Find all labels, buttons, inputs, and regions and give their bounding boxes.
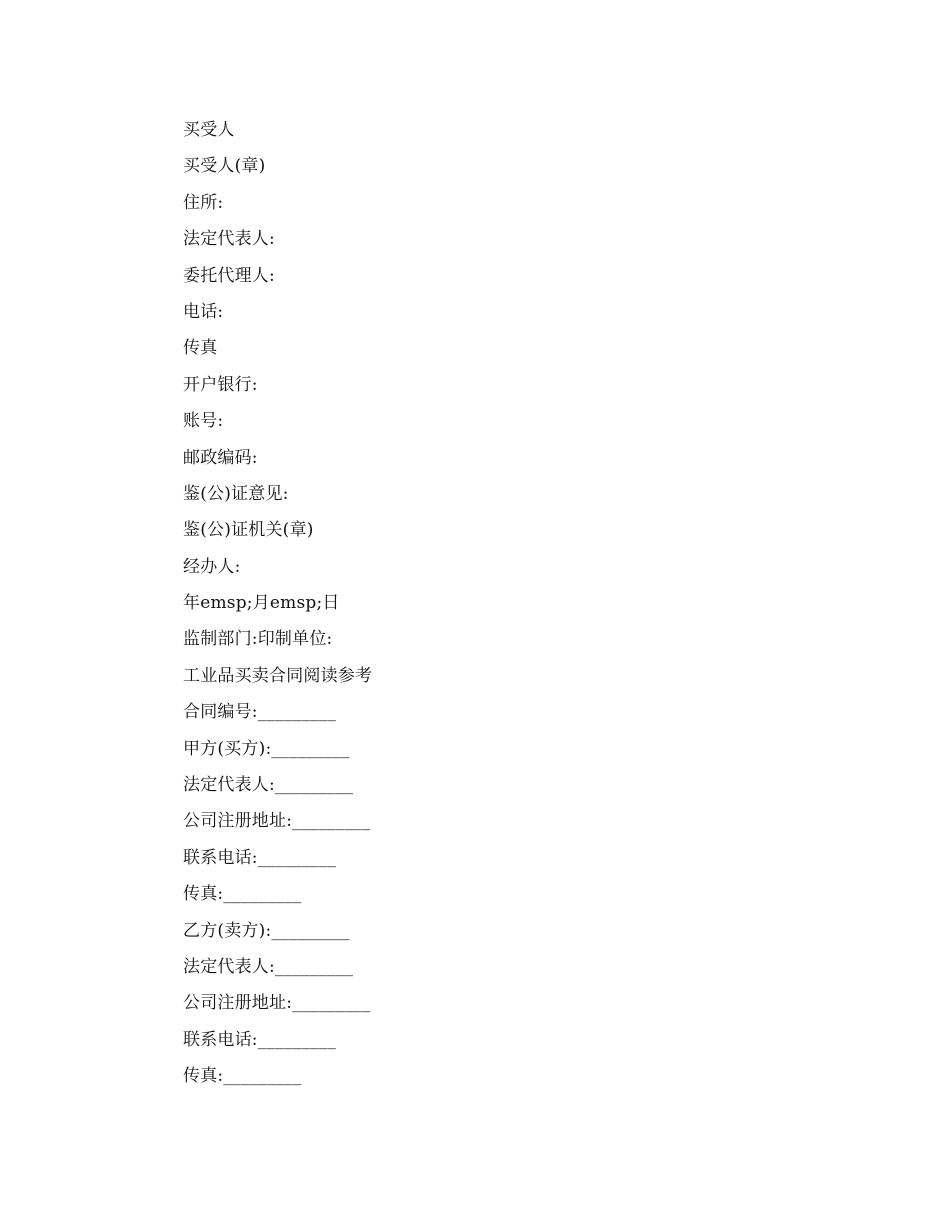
notary-office-seal-line: 鉴(公)证机关(章) — [183, 520, 314, 541]
legal-representative-line: 法定代表人: — [183, 229, 275, 250]
party-b-legal-rep-field: 法定代表人:_________ — [183, 956, 354, 977]
party-a-fax-field: 传真:_________ — [183, 884, 302, 905]
buyer-heading: 买受人 — [183, 120, 235, 140]
party-b-fax-field: 传真:_________ — [183, 1066, 302, 1087]
authorized-agent-line: 委托代理人: — [183, 265, 275, 286]
party-a-phone-field: 联系电话:_________ — [183, 847, 337, 868]
postal-code-line: 邮政编码: — [183, 447, 258, 468]
document-title: 工业品买卖合同阅读参考 — [183, 665, 373, 686]
party-b-phone-field: 联系电话:_________ — [183, 1029, 337, 1050]
party-a-legal-rep-field: 法定代表人:_________ — [183, 775, 354, 796]
party-b-address-field: 公司注册地址:_________ — [183, 993, 371, 1014]
phone-line: 电话: — [183, 301, 224, 322]
party-a-address-field: 公司注册地址:_________ — [183, 811, 371, 832]
party-a-field: 甲方(买方):_________ — [183, 738, 350, 759]
handler-line: 经办人: — [183, 556, 241, 577]
buyer-seal-line: 买受人(章) — [183, 156, 266, 177]
fax-line: 传真 — [183, 338, 218, 359]
document-body — [183, 112, 783, 1095]
contract-number-field: 合同编号:_________ — [183, 702, 337, 723]
notary-opinion-line: 鉴(公)证意见: — [183, 483, 289, 504]
party-b-field: 乙方(卖方):_________ — [183, 920, 350, 941]
address-line: 住所: — [183, 192, 224, 213]
supervision-printing-line: 监制部门:印制单位: — [183, 629, 333, 650]
account-line: 账号: — [183, 411, 224, 432]
date-line: 年emsp;月emsp;日 — [183, 593, 340, 614]
bank-line: 开户银行: — [183, 374, 258, 395]
